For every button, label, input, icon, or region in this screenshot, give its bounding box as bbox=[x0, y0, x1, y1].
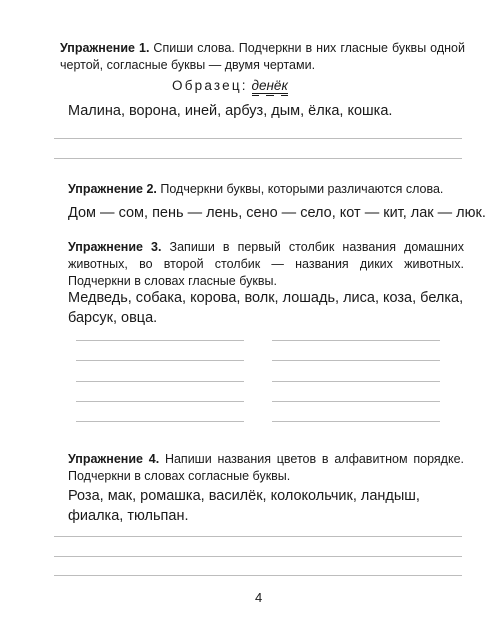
column-1-line bbox=[76, 401, 244, 402]
exercise-1-text: Спиши слова. Подчеркни в них гласные буквы одной чертой, согласные буквы — двумя чертами. bbox=[60, 41, 465, 72]
column-2-line bbox=[272, 381, 440, 382]
exercise-1-sample bbox=[172, 78, 288, 93]
exercise-4-text: Напиши названия цветов в алфавитном порядке. Подчеркни в словах согласные буквы. bbox=[68, 452, 464, 483]
exercise-1-instruction bbox=[60, 40, 465, 74]
column-1-line bbox=[76, 340, 244, 341]
exercise-2-words: Дом — сом, пень — лень, сено — село, кот — кит, лак — люк. bbox=[68, 205, 486, 221]
column-2-line bbox=[272, 421, 440, 422]
writing-line bbox=[54, 158, 462, 159]
column-1-line bbox=[76, 421, 244, 422]
sample-word bbox=[252, 78, 288, 93]
exercise-1-words: Малина, ворона, иней, арбуз, дым, ёлка, кошка. bbox=[68, 103, 393, 119]
sample-label: Образец: bbox=[172, 78, 248, 93]
column-2-line bbox=[272, 360, 440, 361]
page-number: 4 bbox=[255, 590, 263, 605]
exercise-4-title: Упражнение 4. bbox=[68, 452, 160, 466]
sample-letter-consonant: н bbox=[266, 78, 273, 96]
writing-line bbox=[54, 575, 462, 576]
sample-letter-vowel: е bbox=[258, 78, 267, 93]
writing-line bbox=[54, 536, 462, 537]
sample-letter-vowel: ё bbox=[273, 78, 282, 93]
exercise-1-title: Упражнение 1. bbox=[60, 41, 150, 55]
column-2-line bbox=[272, 401, 440, 402]
exercise-4-words: Роза, мак, ромашка, василёк, колокольчик, ландыш, фиалка, тюльпан. bbox=[68, 488, 420, 524]
column-2-line bbox=[272, 340, 440, 341]
exercise-3-words: Медведь, собака, корова, волк, лошадь, лиса, коза, белка, барсук, овца. bbox=[68, 290, 464, 326]
sample-letter-consonant: д bbox=[252, 78, 259, 96]
writing-line bbox=[54, 138, 462, 139]
column-1-line bbox=[76, 360, 244, 361]
writing-line bbox=[54, 556, 462, 557]
column-1-line bbox=[76, 381, 244, 382]
exercise-3-text: Запиши в первый столбик названия домашних животных, во второй столбик — названия диких животных. Подчеркни в словах гласные буквы. bbox=[68, 240, 464, 288]
sample-letter-consonant: к bbox=[281, 78, 287, 96]
exercise-2-text: Подчеркни буквы, которыми различаются слова. bbox=[156, 182, 444, 196]
exercise-4-instruction bbox=[68, 451, 464, 485]
exercise-3-title: Упражнение 3. bbox=[68, 240, 162, 254]
exercise-2-instruction bbox=[68, 181, 468, 198]
exercise-3-instruction bbox=[68, 239, 464, 290]
exercise-2-title: Упражнение 2. bbox=[68, 182, 157, 196]
